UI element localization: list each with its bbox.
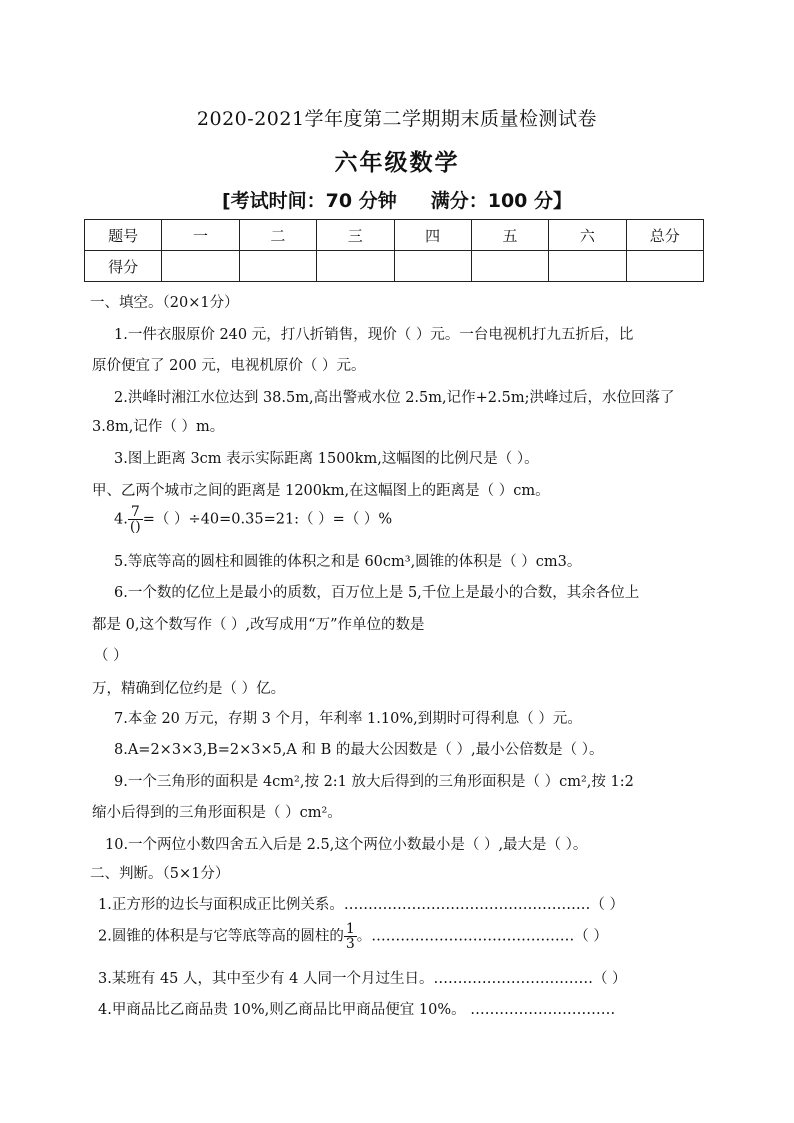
score-label-cell: 得分	[85, 251, 162, 282]
judgement-2-suffix: 。……………………………………（ ）	[356, 928, 608, 945]
question-8: 8.A=2×3×3,B=2×3×5,A 和 B 的最大公因数是（ ）,最小公倍数是（ ）。	[114, 742, 604, 758]
question-6-line-2: 都是 0,这个数写作（ ）,改写成用“万”作单位的数是	[92, 617, 425, 633]
question-4-fraction	[128, 505, 143, 534]
exam-info	[0, 186, 794, 213]
score-table	[84, 219, 704, 282]
question-6-line-1: 6.一个数的亿位上是最小的质数，百万位上是 5,千位上是最小的合数，其余各位上	[114, 585, 640, 601]
score-entry-cell[interactable]	[317, 251, 394, 282]
score-table-header-cell: 题号	[85, 220, 162, 251]
score-table-header-cell: 四	[394, 220, 471, 251]
question-6-line-4: 万，精确到亿位约是（ ）亿。	[92, 681, 286, 697]
judgement-3: 3.某班有 45 人，其中至少有 4 人同一个月过生日。……………………………（ ）	[98, 971, 627, 987]
question-1-line-2: 原价便宜了 200 元，电视机原价（ ）元。	[92, 358, 366, 374]
score-table-header-cell: 六	[549, 220, 626, 251]
score-entry-cell[interactable]	[239, 251, 316, 282]
question-4-rest: =（ ）÷40=0.35=21:（ ）=（ ）%	[142, 511, 393, 528]
judgement-2-prefix: 2.圆锥的体积是与它等底等高的圆柱的	[98, 928, 344, 945]
question-10: 10.一个两位小数四舍五入后是 2.5,这个两位小数最小是（ ）,最大是（ ）。	[105, 837, 588, 853]
score-entry-cell[interactable]	[394, 251, 471, 282]
exam-subtitle: 六年级数学	[334, 150, 460, 176]
question-2-line-1: 2.洪峰时湘江水位达到 38.5m,高出警戒水位 2.5m,记作+2.5m;洪峰过后，水位回落了	[114, 390, 675, 406]
question-9-line-2: 缩小后得到的三角形面积是（ ）cm²。	[92, 805, 342, 821]
question-2-line-2: 3.8m,记作（ ）m。	[92, 419, 225, 435]
score-entry-cell[interactable]	[162, 251, 239, 282]
fraction-denominator: ()	[129, 519, 141, 535]
question-1-line-1: 1.一件衣服原价 240 元，打八折销售，现价（ ）元。一台电视机打九五折后，比	[114, 327, 634, 343]
score-entry-cell[interactable]	[549, 251, 626, 282]
fraction-numerator: 1	[345, 921, 355, 937]
exam-time: [考试时间：70 分钟	[221, 190, 397, 212]
score-entry-cell[interactable]	[626, 251, 703, 282]
fraction-denominator: 3	[345, 936, 355, 952]
question-3-line-1: 3.图上距离 3cm 表示实际距离 1500km,这幅图的比例尺是（ ）。	[114, 451, 539, 467]
score-table-header-cell: 二	[239, 220, 316, 251]
fraction-numerator: 7	[128, 505, 143, 520]
score-table-header-cell: 三	[317, 220, 394, 251]
full-score: 满分：100 分】	[430, 190, 573, 212]
score-table-header-cell: 五	[471, 220, 548, 251]
section2-heading: 二、判断。（5×1分）	[90, 866, 230, 882]
section1-heading: 一、填空。（20×1分）	[90, 295, 239, 311]
question-7: 7.本金 20 万元，存期 3 个月，年利率 1.10%,到期时可得利息（ ）元。	[114, 711, 582, 727]
question-9-line-1: 9.一个三角形的面积是 4cm²,按 2:1 放大后得到的三角形面积是（ ）cm²,按 1:2	[114, 774, 634, 790]
score-entry-cell[interactable]	[471, 251, 548, 282]
question-4	[114, 505, 392, 534]
score-table-header-cell: 一	[162, 220, 239, 251]
judgement-2	[98, 922, 608, 951]
question-5: 5.等底等高的圆柱和圆锥的体积之和是 60cm³,圆锥的体积是（ ）cm3。	[114, 554, 582, 570]
judgement-4: 4.甲商品比乙商品贵 10%,则乙商品比甲商品便宜 10%。 …………………………	[98, 1002, 616, 1018]
judgement-1: 1.正方形的边长与面积成正比例关系。……………………………………………（ ）	[98, 897, 624, 913]
score-table-score-row	[85, 251, 704, 282]
exam-title: 2020-2021学年度第二学期期末质量检测试卷	[196, 108, 598, 130]
question-3-line-2: 甲、乙两个城市之间的距离是 1200km,在这幅图上的距离是（ ）cm。	[92, 483, 550, 499]
question-4-prefix: 4.	[114, 511, 128, 528]
score-table-header-row	[85, 220, 704, 251]
question-6-line-3: （ ）	[94, 648, 128, 664]
judgement-2-fraction	[344, 922, 357, 951]
score-table-header-cell: 总分	[626, 220, 703, 251]
